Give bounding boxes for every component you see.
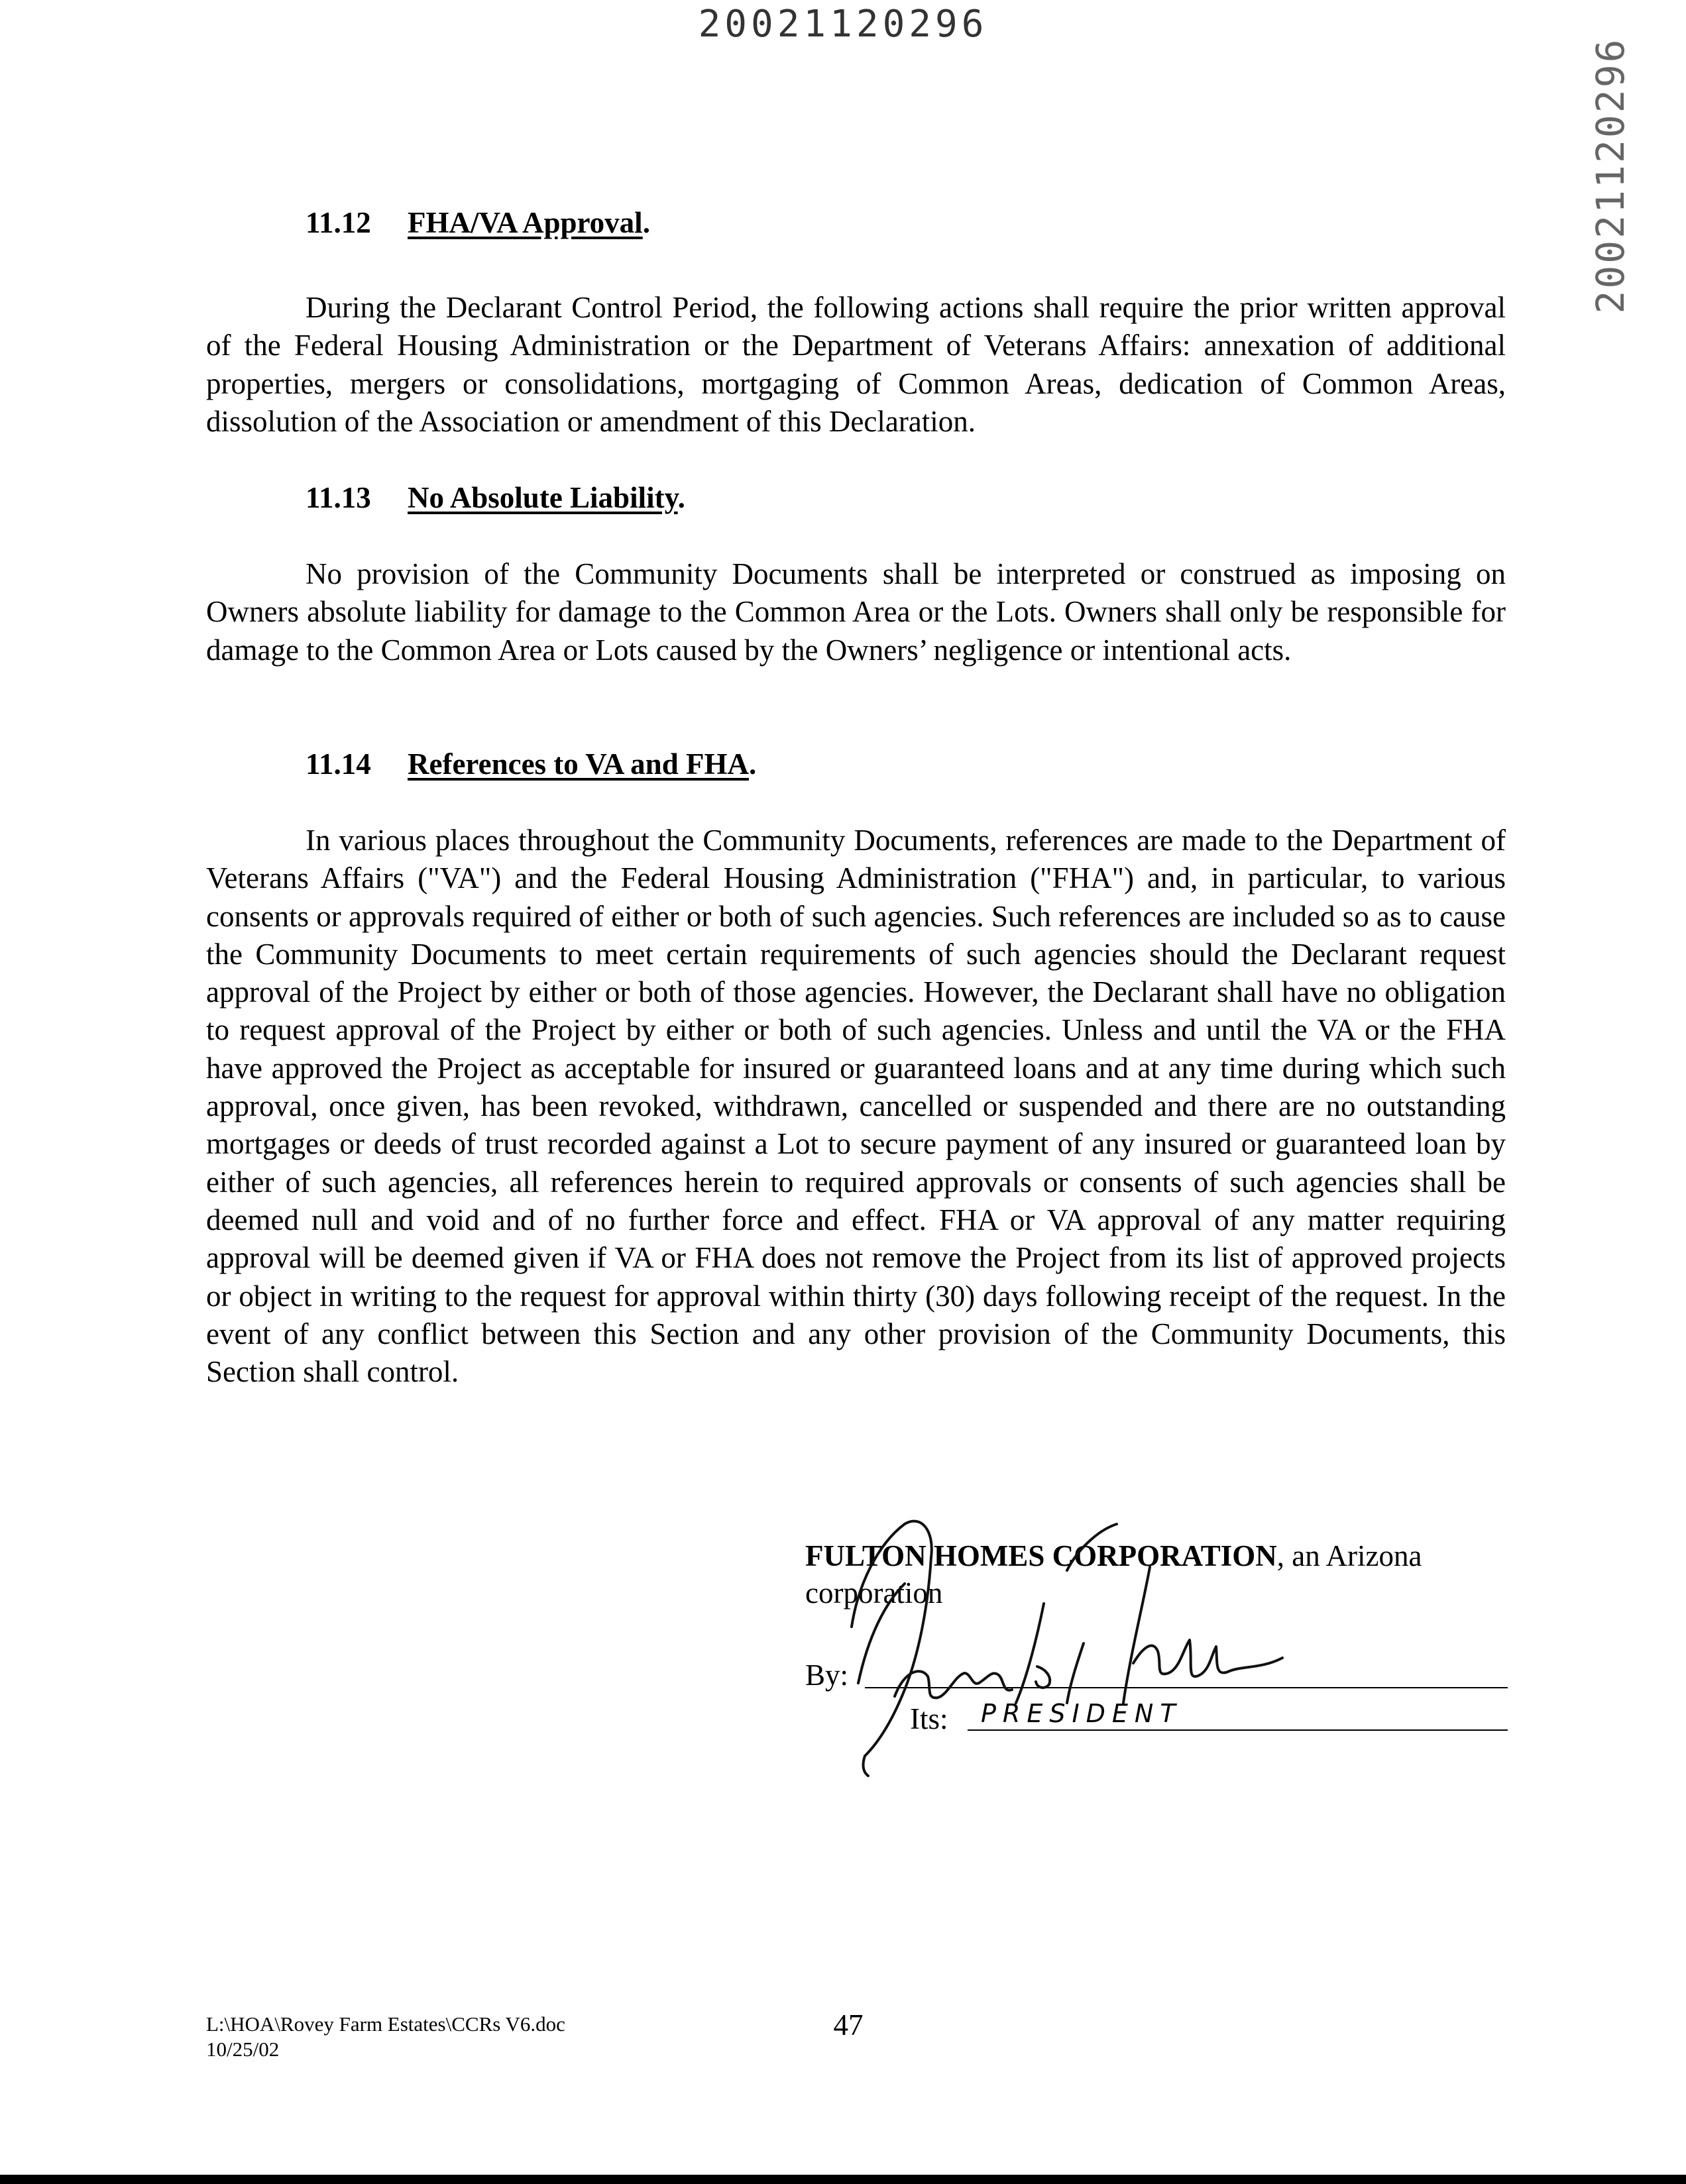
section-title: FHA/VA Approval — [408, 206, 643, 239]
section-heading-11-13: 11.13 No Absolute Liability. — [306, 481, 685, 514]
section-heading-11-14: 11.14 References to VA and FHA. — [306, 747, 757, 781]
handwritten-signature — [805, 1504, 1402, 1782]
section-title: References to VA and FHA — [408, 747, 749, 781]
section-number: 11.14 — [306, 747, 371, 781]
its-label: Its: — [910, 1702, 948, 1735]
section-body-11-12: During the Declarant Control Period, the following actions shall require the prior written approval of the Federal Housing Administration or the Department of Veterans Affairs: annexation of additional properties, mergers or consolidations, mortgaging of Common Areas, dedication of Common Areas, dissolution of the Association or amendment of this Declaration. — [206, 291, 1506, 438]
section-body-11-14: In various places throughout the Community Documents, references are made to the Department of Veterans Affairs ("VA") and the Federal Housing Administration ("FHA") and, in particular, to various consents or approvals required of either or both of such agencies. Such references are included so as to cause the Community Documents to meet certain requirements of such agencies should the Declarant request approval of the Project by either or both of those agencies. However, the Declarant shall have no obligation to request approval of the Project by either or both of such agencies. Unless and until the VA or the FHA have approved the Project as acceptable for insured or guaranteed loans and at any time during which such approval, once given, has been revoked, withdrawn, cancelled or suspended and there are no outstanding mortgages or deeds of trust recorded against a Lot to secure payment of any insured or guaranteed loan by either of such agencies, all references herein to required approvals or consents of such agencies shall be deemed null and void and of no further force and effect. FHA or VA approval of any matter requiring approval will be deemed given if VA or FHA does not remove the Project from its list of approved projects or object in writing to the request for approval within thirty (30) days following receipt of the request. In the event of any conflict between this Section and any other provision of the Community Documents, this Section shall control. — [206, 824, 1506, 1389]
section-number: 11.13 — [306, 481, 371, 514]
section-title: No Absolute Liability — [408, 481, 678, 514]
by-label: By: — [805, 1659, 849, 1692]
side-recording-stamp — [1584, 37, 1637, 314]
section-heading-11-12: 11.12 FHA/VA Approval. — [306, 206, 650, 239]
footer-file-info — [206, 2012, 565, 2062]
footer-file-path: L:\HOA\Rovey Farm Estates\CCRs V6.doc — [206, 2012, 565, 2036]
footer-date: 10/25/02 — [206, 2038, 280, 2061]
side-recording-stamp-text: 20021120296 — [1588, 37, 1633, 314]
section-body-11-13: No provision of the Community Documents shall be interpreted or construed as imposing on Owners absolute liability for damage to the Common Area or the Lots. Owners shall only be responsible for damage to the Common Area or Lots caused by the Owners’ negligence or intentional acts. — [206, 557, 1506, 667]
company-suffix: , an Arizona corporation — [805, 1539, 1422, 1610]
page-number: 47 — [833, 2008, 864, 2042]
signer-title: PRESIDENT — [981, 1699, 1182, 1728]
bottom-border — [0, 2175, 1686, 2184]
recording-number: 20021120296 — [698, 3, 988, 46]
section-number: 11.12 — [306, 206, 371, 239]
company-name: FULTON HOMES CORPORATION — [805, 1539, 1277, 1572]
